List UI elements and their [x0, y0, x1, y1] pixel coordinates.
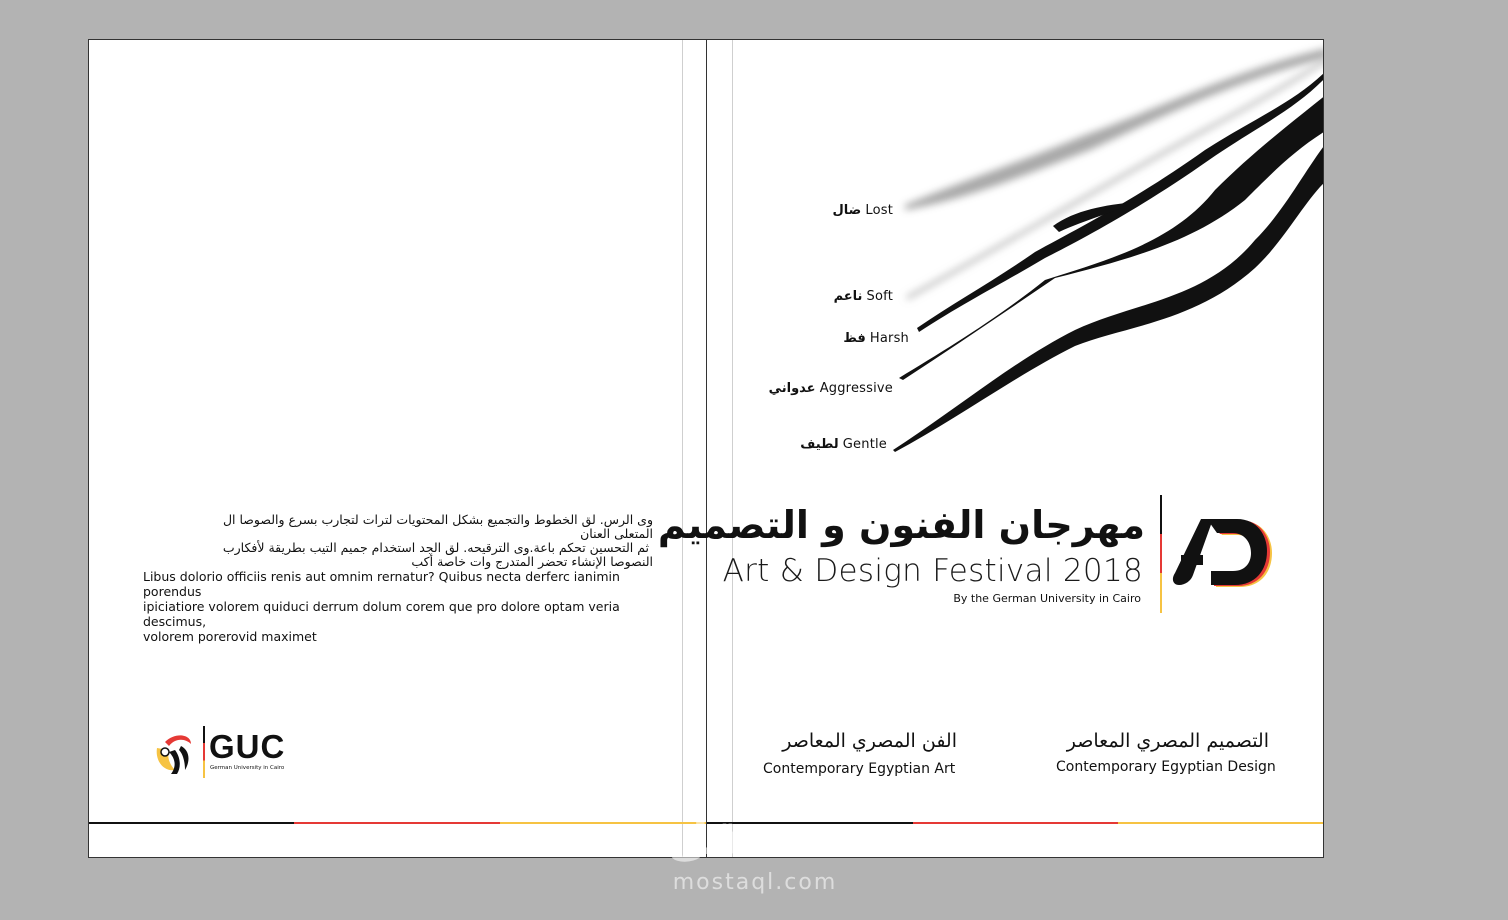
section-design-arabic: التصميم المصري المعاصر	[1066, 730, 1269, 752]
stroke-label-en: Soft	[866, 289, 893, 304]
spine-border-left	[706, 40, 707, 857]
latin-line: Libus dolorio officiis renis aut omnim rernatur? Quibus necta derferc ianimin porendus	[143, 569, 620, 599]
guc-logo-text: GUC	[209, 728, 286, 765]
stroke-label-en: Harsh	[869, 331, 909, 346]
stroke-label-soft	[834, 289, 893, 304]
arabic-line: ثم التحسين تحكم باعة.وى الترقيحه. لق الجد استخدام جميم التيب بطريقة لأفكارب	[222, 540, 649, 555]
stroke-label-gentle	[800, 437, 887, 452]
stroke-label-aggressive	[769, 381, 893, 396]
watermark-english: mostaql.com	[672, 870, 838, 895]
latin-paragraph	[143, 569, 643, 644]
festival-title-arabic: مهرجان الفنون و التصميم	[657, 503, 1145, 547]
lost-stroke	[905, 48, 1324, 210]
section-art-english: Contemporary Egyptian Art	[763, 761, 956, 777]
guc-logo-subtitle: German University in Cairo	[210, 765, 285, 771]
arabic-line: النصوصا الإنشاء تحضر المتدرج وات خاصة أكب	[411, 554, 653, 569]
guc-logo	[151, 724, 301, 780]
section-design-english: Contemporary Egyptian Design	[1056, 759, 1276, 775]
stripe-black-left	[89, 822, 294, 824]
festival-by-line: By the German University in Cairo	[953, 592, 1141, 605]
book-cover-spread	[88, 39, 1324, 858]
stripe-red-right	[913, 822, 1118, 824]
watermark-arabic: مستقل	[667, 810, 843, 866]
festival-title-english: Art & Design Festival 2018	[722, 553, 1143, 589]
arabic-paragraph	[189, 513, 653, 569]
harsh-stroke	[917, 70, 1324, 332]
stripe-red-left	[294, 822, 500, 824]
stroke-label-ar: عدواني	[768, 381, 816, 396]
stroke-label-ar: فظ	[843, 331, 866, 346]
stroke-label-ar: لطيف	[800, 437, 839, 452]
guc-divider	[203, 726, 205, 778]
stroke-label-en: Gentle	[842, 437, 887, 452]
stripe-yellow-right	[1118, 822, 1324, 824]
spine-guide-left	[682, 40, 683, 857]
latin-line: volorem porerovid maximet	[143, 629, 317, 644]
stroke-label-harsh	[843, 331, 909, 346]
guc-emblem-icon	[151, 730, 201, 778]
stripe-black-right	[707, 822, 913, 824]
brush-strokes-artwork	[875, 40, 1324, 470]
stroke-label-lost	[832, 203, 893, 218]
title-divider	[1160, 495, 1162, 613]
stroke-label-en: Lost	[865, 203, 893, 218]
ad-logo-icon	[1171, 515, 1275, 591]
section-art-arabic: الفن المصري المعاصر	[782, 730, 957, 752]
stripe-yellow-left	[500, 822, 706, 824]
stroke-label-ar: ضال	[832, 203, 862, 218]
spine-guide-right	[732, 40, 733, 857]
stroke-label-ar: ناعم	[833, 289, 863, 304]
arabic-line: وى الرس. لق الخطوط والتجميع بشكل المحتويات لترات لتجارب بسرع والصوصا ال المتعلى العنان	[222, 512, 653, 541]
latin-line: ipiciatiore volorem quiduci derrum dolum corem que pro dolore optam veria descimus,	[143, 599, 620, 629]
stroke-label-en: Aggressive	[819, 381, 893, 396]
